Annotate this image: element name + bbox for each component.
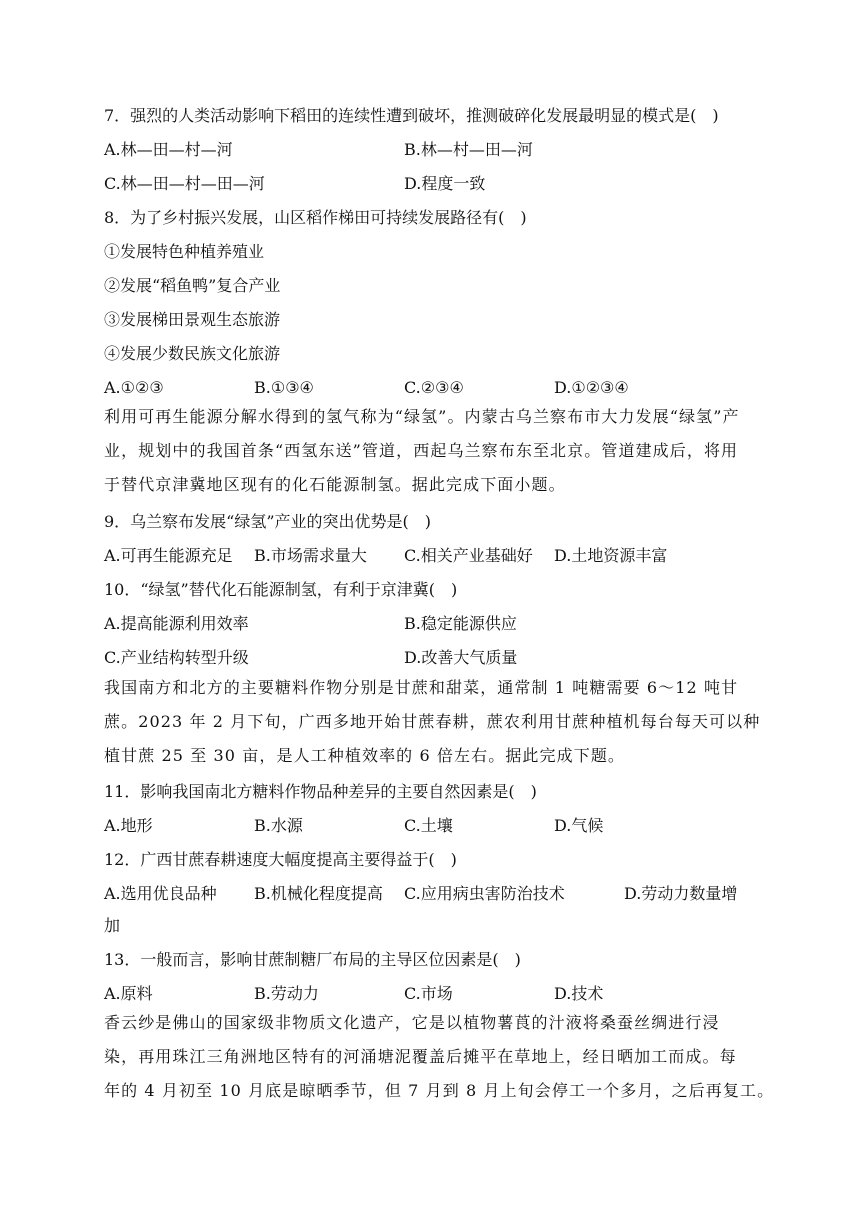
- q13-option-c: C.市场: [404, 984, 453, 1003]
- question-10-stem: 10．“绿氢”替代化石能源制氢，有利于京津冀( ): [104, 580, 458, 599]
- q9-option-d: D.土地资源丰富: [554, 546, 668, 565]
- q11-option-b: B.水源: [254, 816, 303, 835]
- q8-option-b: B.①③④: [254, 378, 314, 397]
- q7-option-b: B.林—村—田—河: [404, 140, 533, 159]
- q8-item-4: ④发展少数民族文化旅游: [104, 344, 281, 363]
- q10-option-b: B.稳定能源供应: [404, 614, 517, 633]
- passage-line: 业，规划中的我国首条“西氢东送”管道，西起乌兰察布东至北京。管道建成后，将用: [104, 441, 739, 460]
- passage-line: 利用可再生能源分解水得到的氢气称为“绿氢”。内蒙古乌兰察布市大力发展“绿氢”产: [104, 407, 740, 426]
- q13-option-b: B.劳动力: [254, 984, 319, 1003]
- q10-option-d: D.改善大气质量: [404, 648, 518, 667]
- q9-option-a: A.可再生能源充足: [104, 546, 233, 565]
- passage-xiangyun-silk: [104, 1006, 775, 1108]
- q11-option-a: A.地形: [104, 816, 153, 835]
- q8-item-1: ①发展特色种植养殖业: [104, 242, 265, 261]
- q10-option-c: C.产业结构转型升级: [104, 648, 249, 667]
- question-11-stem: 11．影响我国南北方糖料作物品种差异的主要自然因素是( ): [104, 782, 537, 801]
- q10-option-a: A.提高能源利用效率: [104, 614, 249, 633]
- passage-line: 植甘蔗 25 至 30 亩，是人工种植效率的 6 倍左右。据此完成下题。: [104, 746, 626, 765]
- q8-option-d: D.①②③④: [554, 378, 629, 397]
- passage-line: 我国南方和北方的主要糖料作物分别是甘蔗和甜菜，通常制 1 吨糖需要 6～12 吨甘: [104, 678, 739, 697]
- q9-option-b: B.市场需求量大: [254, 546, 367, 565]
- q7-option-d: D.程度一致: [404, 174, 486, 193]
- q8-option-c: C.②③④: [404, 378, 464, 397]
- question-9-stem: 9．乌兰察布发展“绿氢”产业的突出优势是( ): [104, 512, 432, 531]
- passage-line: 染，再用珠江三角洲地区特有的河涌塘泥覆盖后摊平在草地上，经日晒加工而成。每: [104, 1047, 737, 1066]
- q8-item-3: ③发展梯田景观生态旅游: [104, 310, 281, 329]
- q13-option-a: A.原料: [104, 984, 153, 1003]
- q12-option-a: A.选用优良品种: [104, 884, 217, 903]
- q13-option-d: D.技术: [554, 984, 604, 1003]
- q11-option-c: C.土壤: [404, 816, 453, 835]
- question-13-stem: 13．一般而言，影响甘蔗制糖厂布局的主导区位因素是( ): [104, 950, 521, 969]
- passage-line: 于替代京津冀地区现有的化石能源制氢。据此完成下面小题。: [104, 475, 566, 494]
- q12-option-d: D.劳动力数量增: [624, 884, 738, 903]
- q7-option-c: C.林—田—村—田—河: [104, 174, 265, 193]
- q12-option-d-wrap: 加: [104, 916, 121, 935]
- question-12-stem: 12．广西甘蔗春耕速度大幅度提高主要得益于( ): [104, 850, 457, 869]
- q11-option-d: D.气候: [554, 816, 604, 835]
- question-7-stem: 7．强烈的人类活动影响下稻田的连续性遭到破坏，推测破碎化发展最明显的模式是( ): [104, 106, 719, 125]
- q12-option-c: C.应用病虫害防治技术: [404, 884, 565, 903]
- q8-item-2: ②发展“稻鱼鸭”复合产业: [104, 276, 281, 295]
- q7-option-a: A.林—田—村—河: [104, 140, 233, 159]
- passage-green-hydrogen: [104, 400, 764, 502]
- question-8-stem: 8．为了乡村振兴发展，山区稻作梯田可持续发展路径有( ): [104, 208, 527, 227]
- passage-line: 蔗。2023 年 2 月下旬，广西多地开始甘蔗春耕，蔗农利用甘蔗种植机每台每天可以种: [104, 712, 761, 731]
- q12-option-b: B.机械化程度提高: [254, 884, 383, 903]
- q8-option-a: A.①②③: [104, 378, 164, 397]
- passage-line: 年的 4 月初至 10 月底是晾晒季节，但 7 月到 8 月上旬会停工一个多月，之后再复工。: [104, 1081, 775, 1100]
- passage-line: 香云纱是佛山的国家级非物质文化遗产，它是以植物薯莨的汁液将桑蚕丝绸进行浸: [104, 1013, 720, 1032]
- passage-sugar-crops: [104, 671, 764, 773]
- q9-option-c: C.相关产业基础好: [404, 546, 533, 565]
